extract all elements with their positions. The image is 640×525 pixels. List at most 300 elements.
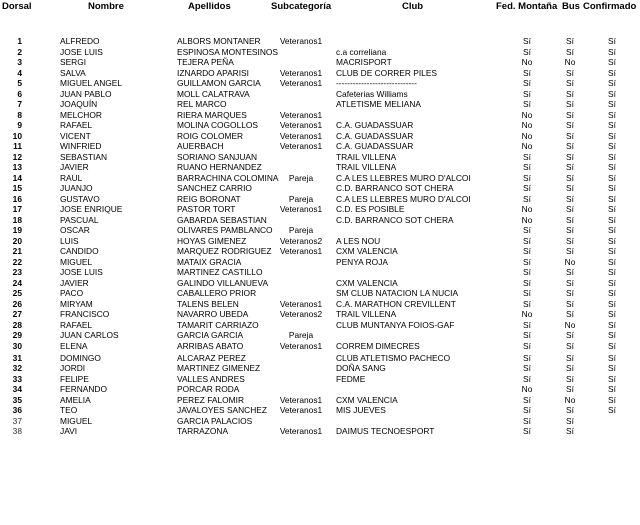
club-cell: CORREM DIMECRES	[336, 340, 420, 351]
club-cell: DAIMUS TECNOESPORT	[336, 426, 435, 436]
dorsal-cell: 4	[17, 67, 22, 78]
subcategoria-cell	[270, 288, 332, 299]
club-cell: c.a correliana	[336, 46, 387, 57]
table-row	[0, 353, 640, 364]
header-bus: Bus	[562, 1, 580, 12]
club-cell: A LES NOU	[336, 235, 381, 246]
nombre-cell: LUIS	[60, 235, 79, 246]
nombre-cell: PACO	[60, 288, 84, 298]
confirmado-cell: Sí	[608, 67, 616, 78]
table-row	[0, 341, 640, 352]
table-row	[0, 162, 640, 173]
table-row	[0, 152, 640, 163]
subcategoria-cell	[270, 99, 332, 110]
club-cell	[336, 416, 508, 427]
confirmado-cell: Sí	[608, 88, 616, 99]
dorsal-cell: 21	[12, 246, 22, 256]
confirmado-cell: Sí	[608, 204, 616, 214]
subcategoria-cell	[270, 416, 332, 427]
bus-cell: Sí	[566, 340, 574, 351]
club-cell: DOÑA SANG	[336, 363, 386, 373]
confirmado-cell: Sí	[608, 193, 616, 204]
subcategoria-cell	[270, 320, 332, 331]
subcategoria-cell	[270, 363, 332, 374]
apellidos-cell: MARTINEZ CASTILLO	[177, 267, 263, 277]
club-cell: C.A. MARATHON CREVILLENT	[336, 298, 456, 309]
apellidos-cell: SANCHEZ CARRIO	[177, 183, 252, 193]
subcategoria-cell: Veteranos1	[279, 130, 323, 141]
apellidos-cell: GARCIA GARCIA	[177, 330, 244, 340]
apellidos-cell: TEJERA PEÑA	[177, 57, 234, 67]
bus-cell: Sí	[566, 36, 574, 46]
bus-cell: Sí	[566, 246, 574, 256]
apellidos-cell: GARCIA PALACIOS	[177, 415, 253, 426]
confirmado-cell: Sí	[608, 330, 616, 340]
bus-cell: Sí	[566, 330, 574, 340]
subcategoria-cell: Veteranos1	[279, 405, 323, 415]
apellidos-cell: GALINDO VILLANUEVA	[177, 277, 269, 288]
club-cell	[336, 110, 508, 121]
nombre-cell: VICENT	[60, 130, 91, 141]
apellidos-cell: PEREZ FALOMIR	[177, 394, 245, 405]
fed-montana-cell: No	[521, 130, 533, 141]
table-row	[0, 89, 640, 100]
dorsal-cell: 23	[12, 267, 22, 277]
nombre-cell: AMELIA	[60, 394, 91, 405]
apellidos-cell: JAVALOYES SANCHEZ	[177, 405, 267, 415]
bus-cell: Sí	[566, 120, 574, 130]
club-cell: TRAIL VILLENA	[336, 309, 397, 319]
club-cell: CXM VALENCIA	[336, 277, 398, 288]
subcategoria-cell	[270, 57, 332, 68]
table-row	[0, 173, 640, 184]
nombre-cell: JAVIER	[60, 277, 89, 288]
apellidos-cell: REL MARCO	[177, 99, 227, 109]
subcategoria-cell: Veteranos1	[279, 120, 323, 130]
table-row	[0, 131, 640, 142]
nombre-cell: JOSE LUIS	[60, 46, 103, 57]
fed-montana-cell: Sí	[523, 415, 531, 426]
subcategoria-cell: Veteranos1	[279, 36, 323, 46]
apellidos-cell: ROIG COLOMER	[177, 130, 244, 141]
apellidos-cell: MARTINEZ GIMENEZ	[177, 363, 261, 373]
apellidos-cell: CABALLERO PRIOR	[177, 288, 257, 298]
club-cell: -----------------------------	[336, 78, 417, 88]
fed-montana-cell: Sí	[523, 405, 531, 415]
dorsal-cell: 32	[12, 363, 22, 373]
table-row	[0, 215, 640, 226]
dorsal-cell: 27	[12, 309, 22, 319]
club-cell: C.A. GUADASSUAR	[336, 141, 414, 151]
club-cell	[336, 36, 508, 47]
fed-montana-cell: Sí	[523, 67, 531, 78]
dorsal-cell: 38	[12, 426, 22, 436]
table-row	[0, 395, 640, 406]
dorsal-cell: 6	[17, 88, 22, 99]
subcategoria-cell: Pareja	[288, 193, 314, 204]
table-row	[0, 120, 640, 131]
subcategoria-cell	[270, 384, 332, 395]
fed-montana-cell: No	[521, 384, 533, 394]
fed-montana-cell: No	[521, 57, 533, 67]
subcategoria-cell: Pareja	[288, 330, 314, 340]
nombre-cell: SALVA	[60, 67, 86, 78]
dorsal-cell: 22	[12, 256, 22, 267]
nombre-cell: JOSE LUIS	[60, 267, 103, 277]
dorsal-cell: 34	[12, 384, 22, 394]
dorsal-cell: 2	[17, 46, 22, 57]
fed-montana-cell: Sí	[523, 193, 531, 204]
table-row	[0, 78, 640, 89]
table-row	[0, 278, 640, 289]
nombre-cell: WINFRIED	[60, 141, 102, 151]
confirmado-cell: Sí	[608, 309, 616, 319]
subcategoria-cell: Veteranos1	[279, 141, 323, 151]
header-nombre: Nombre	[88, 1, 124, 12]
apellidos-cell: MARQUEZ RODRIGUEZ	[177, 246, 272, 256]
subcategoria-cell	[270, 374, 332, 385]
bus-cell: Sí	[566, 235, 574, 246]
nombre-cell: MIRYAM	[60, 298, 93, 309]
table-row	[0, 288, 640, 299]
nombre-cell: SERGI	[60, 57, 87, 67]
fed-montana-cell: No	[521, 109, 533, 120]
club-cell: C.A. GUADASSUAR	[336, 120, 414, 130]
fed-montana-cell: Sí	[523, 88, 531, 99]
apellidos-cell: SORIANO SANJUAN	[177, 151, 258, 162]
bus-cell: Sí	[566, 214, 574, 225]
fed-montana-cell: No	[521, 214, 533, 225]
fed-montana-cell: Sí	[523, 225, 531, 235]
table-row	[0, 246, 640, 257]
bus-cell: Sí	[566, 183, 574, 193]
club-cell: PENYA ROJA	[336, 256, 388, 267]
club-cell	[336, 225, 508, 236]
bus-cell: Sí	[566, 225, 574, 235]
apellidos-cell: RIERA MARQUES	[177, 109, 247, 120]
apellidos-cell: AUERBACH	[177, 141, 224, 151]
subcategoria-cell: Veteranos1	[279, 246, 323, 256]
dorsal-cell: 35	[12, 394, 22, 405]
club-cell	[336, 330, 508, 341]
apellidos-cell: TALENS BELEN	[177, 298, 239, 309]
fed-montana-cell: Sí	[523, 352, 531, 363]
bus-cell: Sí	[566, 352, 574, 363]
nombre-cell: GUSTAVO	[60, 193, 100, 204]
confirmado-cell: Sí	[608, 57, 616, 67]
header-confirmado: Confirmado	[583, 1, 637, 12]
dorsal-cell: 9	[17, 120, 22, 130]
table-row	[0, 36, 640, 47]
bus-cell: Sí	[566, 141, 574, 151]
subcategoria-cell: Veteranos1	[279, 204, 323, 214]
bus-cell: Sí	[566, 426, 574, 436]
confirmado-cell	[592, 416, 632, 427]
bus-cell: Sí	[566, 415, 574, 426]
table-row	[0, 416, 640, 427]
bus-cell: Sí	[566, 130, 574, 141]
table-row	[0, 257, 640, 268]
confirmado-cell: Sí	[608, 151, 616, 162]
confirmado-cell: Sí	[608, 246, 616, 256]
apellidos-cell: HOYAS GIMENEZ	[177, 235, 247, 246]
nombre-cell: ALFREDO	[60, 36, 100, 46]
nombre-cell: TEO	[60, 405, 78, 415]
table-row	[0, 426, 640, 437]
nombre-cell: FRANCISCO	[60, 309, 110, 319]
subcategoria-cell: Pareja	[288, 172, 314, 183]
dorsal-cell: 13	[12, 162, 22, 172]
nombre-cell: JUANJO	[60, 183, 93, 193]
club-cell: MACRISPORT	[336, 57, 392, 67]
dorsal-cell: 26	[12, 298, 22, 309]
club-cell: FEDME	[336, 373, 366, 384]
nombre-cell: RAFAEL	[60, 319, 93, 330]
apellidos-cell: MOLINA COGOLLOS	[177, 120, 258, 130]
confirmado-cell: Sí	[608, 319, 616, 330]
dorsal-cell: 30	[12, 340, 22, 351]
apellidos-cell: GABARDA SEBASTIAN	[177, 214, 267, 225]
dorsal-cell: 1	[17, 36, 22, 46]
subcategoria-cell	[270, 257, 332, 268]
table-row	[0, 236, 640, 247]
apellidos-cell: VALLES ANDRES	[177, 373, 245, 384]
bus-cell: Sí	[566, 298, 574, 309]
subcategoria-cell	[270, 278, 332, 289]
nombre-cell: JUAN PABLO	[60, 88, 112, 99]
dorsal-cell: 14	[12, 172, 22, 183]
fed-montana-cell: No	[521, 204, 533, 214]
dorsal-cell: 24	[12, 277, 22, 288]
apellidos-cell: PORCAR RODA	[177, 384, 240, 394]
fed-montana-cell: Sí	[523, 256, 531, 267]
confirmado-cell: Sí	[608, 109, 616, 120]
fed-montana-cell: No	[521, 141, 533, 151]
table-row	[0, 68, 640, 79]
nombre-cell: JORDI	[60, 363, 86, 373]
nombre-cell: FERNANDO	[60, 384, 107, 394]
header-fed-montana: Fed. Montaña	[496, 1, 558, 12]
fed-montana-cell: Sí	[523, 277, 531, 288]
header-club: Club	[402, 1, 424, 12]
confirmado-cell: Sí	[608, 267, 616, 277]
dorsal-cell: 5	[17, 78, 22, 88]
subcategoria-cell: Veteranos2	[279, 309, 323, 319]
apellidos-cell: TARRAZONA	[177, 426, 229, 436]
club-cell: C.D. BARRANCO SOT CHERA	[336, 214, 454, 225]
club-cell: C.D. ES POSIBLE	[336, 204, 405, 214]
confirmado-cell: Sí	[608, 130, 616, 141]
bus-cell: Sí	[566, 88, 574, 99]
confirmado-cell: Sí	[608, 214, 616, 225]
fed-montana-cell: Sí	[523, 288, 531, 298]
bus-cell: Sí	[566, 193, 574, 204]
confirmado-cell: Sí	[608, 352, 616, 363]
subcategoria-cell	[270, 162, 332, 173]
bus-cell: Sí	[566, 172, 574, 183]
table-row	[0, 141, 640, 152]
bus-cell: Sí	[566, 67, 574, 78]
club-cell: CLUB ATLETISMO PACHECO	[336, 352, 451, 363]
nombre-cell: DOMINGO	[60, 352, 101, 363]
confirmado-cell: Sí	[608, 162, 616, 172]
nombre-cell: RAFAEL	[60, 120, 93, 130]
confirmado-cell: Sí	[608, 235, 616, 246]
apellidos-cell: REIG BORONAT	[177, 193, 241, 204]
dorsal-cell: 12	[12, 151, 22, 162]
fed-montana-cell: Sí	[523, 246, 531, 256]
club-cell: C.A. GUADASSUAR	[336, 130, 414, 141]
fed-montana-cell: Sí	[523, 340, 531, 351]
nombre-cell: CANDIDO	[60, 246, 99, 256]
dorsal-cell: 33	[12, 373, 22, 384]
club-cell: Cafeterias Williams	[336, 88, 408, 99]
table-row	[0, 363, 640, 374]
table-row	[0, 405, 640, 416]
bus-cell: Sí	[566, 151, 574, 162]
apellidos-cell: TAMARIT CARRIAZO	[177, 319, 259, 330]
fed-montana-cell: No	[521, 120, 533, 130]
nombre-cell: JAVI	[60, 426, 78, 436]
subcategoria-cell	[270, 152, 332, 163]
table-row	[0, 194, 640, 205]
apellidos-cell: MOLL CALATRAVA	[177, 88, 250, 99]
club-cell: CLUB MUNTANYA FOIOS-GAF	[336, 319, 455, 330]
fed-montana-cell: Sí	[523, 426, 531, 436]
bus-cell: Sí	[566, 373, 574, 384]
subcategoria-cell: Veteranos1	[279, 298, 323, 309]
dorsal-cell: 16	[12, 193, 22, 204]
club-cell: ATLETISME MELIANA	[336, 99, 422, 109]
dorsal-cell: 28	[12, 319, 22, 330]
apellidos-cell: RUANO HERNANDEZ	[177, 162, 262, 172]
confirmado-cell: Sí	[608, 288, 616, 298]
bus-cell: Sí	[566, 405, 574, 415]
club-cell: C.A LES LLEBRES MURO D'ALCOI	[336, 172, 471, 183]
confirmado-cell: Sí	[608, 277, 616, 288]
bus-cell: No	[564, 57, 576, 67]
fed-montana-cell: Sí	[523, 394, 531, 405]
confirmado-cell: Sí	[608, 373, 616, 384]
table-row	[0, 47, 640, 58]
bus-cell: Sí	[566, 162, 574, 172]
bus-cell: Sí	[566, 99, 574, 109]
fed-montana-cell: Sí	[523, 363, 531, 373]
apellidos-cell: ESPINOSA MONTESINOS	[177, 46, 278, 57]
confirmado-cell: Sí	[608, 384, 616, 394]
confirmado-cell: Sí	[608, 78, 616, 88]
club-cell: SM CLUB NATACION LA NUCIA	[336, 288, 459, 298]
confirmado-cell: Sí	[608, 183, 616, 193]
dorsal-cell: 3	[17, 57, 22, 67]
subcategoria-cell: Veteranos1	[279, 394, 323, 405]
club-cell: CXM VALENCIA	[336, 394, 398, 405]
dorsal-cell: 10	[12, 130, 22, 141]
apellidos-cell: OLIVARES PAMBLANCO	[177, 225, 273, 235]
dorsal-cell: 17	[12, 204, 22, 214]
confirmado-cell	[592, 426, 632, 437]
table-row	[0, 309, 640, 320]
club-cell	[336, 267, 508, 278]
bus-cell: No	[564, 319, 576, 330]
fed-montana-cell: Sí	[523, 151, 531, 162]
subcategoria-cell: Veteranos1	[279, 67, 323, 78]
confirmado-cell: Sí	[608, 99, 616, 109]
nombre-cell: MIGUEL	[60, 256, 93, 267]
confirmado-cell: Sí	[608, 46, 616, 57]
confirmado-cell: Sí	[608, 141, 616, 151]
club-cell: MIS JUEVES	[336, 405, 386, 415]
nombre-cell: MIGUEL ANGEL	[60, 78, 123, 88]
bus-cell: No	[564, 256, 576, 267]
dorsal-cell: 8	[17, 109, 22, 120]
subcategoria-cell: Veteranos1	[279, 340, 323, 351]
dorsal-cell: 15	[12, 183, 22, 193]
nombre-cell: MIGUEL	[60, 415, 93, 426]
nombre-cell: SEBASTIAN	[60, 151, 108, 162]
subcategoria-cell	[270, 353, 332, 364]
subcategoria-cell: Veteranos2	[279, 235, 323, 246]
dorsal-cell: 36	[12, 405, 22, 415]
apellidos-cell: ALCARAZ PEREZ	[177, 352, 246, 363]
nombre-cell: JOSE ENRIQUE	[60, 204, 123, 214]
apellidos-cell: MATAIX GRACIA	[177, 256, 242, 267]
bus-cell: Sí	[566, 267, 574, 277]
table-row	[0, 330, 640, 341]
nombre-cell: MELCHOR	[60, 109, 102, 120]
fed-montana-cell: No	[521, 309, 533, 319]
nombre-cell: JOAQUÍN	[60, 99, 98, 109]
nombre-cell: OSCAR	[60, 225, 90, 235]
table-row	[0, 183, 640, 194]
confirmado-cell: Sí	[608, 256, 616, 267]
subcategoria-cell	[270, 89, 332, 100]
bus-cell: Sí	[566, 309, 574, 319]
confirmado-cell: Sí	[608, 298, 616, 309]
fed-montana-cell: Sí	[523, 183, 531, 193]
table-row	[0, 320, 640, 331]
nombre-cell: PASCUAL	[60, 214, 99, 225]
bus-cell: Sí	[566, 204, 574, 214]
bus-cell: Sí	[566, 277, 574, 288]
table-row	[0, 110, 640, 121]
confirmado-cell: Sí	[608, 225, 616, 235]
subcategoria-cell: Veteranos1	[279, 78, 323, 88]
confirmado-cell: Sí	[608, 120, 616, 130]
dorsal-cell: 31	[12, 352, 22, 363]
club-cell: CLUB DE CORRER PILES	[336, 67, 437, 78]
header-dorsal: Dorsal	[2, 1, 32, 12]
fed-montana-cell: Sí	[523, 172, 531, 183]
apellidos-cell: BARRACHINA COLOMINA	[177, 172, 279, 183]
fed-montana-cell: Sí	[523, 36, 531, 46]
dorsal-cell: 19	[12, 225, 22, 235]
nombre-cell: JUAN CARLOS	[60, 330, 119, 340]
table-row	[0, 299, 640, 310]
fed-montana-cell: Sí	[523, 99, 531, 109]
subcategoria-cell	[270, 47, 332, 58]
nombre-cell: JAVIER	[60, 162, 89, 172]
dorsal-cell: 37	[12, 415, 22, 426]
nombre-cell: FELIPE	[60, 373, 89, 384]
nombre-cell: ELENA	[60, 340, 88, 351]
apellidos-cell: ARRIBAS ABATO	[177, 340, 244, 351]
club-cell: TRAIL VILLENA	[336, 162, 397, 172]
header-apellidos: Apellidos	[188, 1, 231, 12]
apellidos-cell: ALBORS MONTANER	[177, 36, 261, 46]
bus-cell: Sí	[566, 363, 574, 373]
dorsal-cell: 7	[17, 99, 22, 109]
